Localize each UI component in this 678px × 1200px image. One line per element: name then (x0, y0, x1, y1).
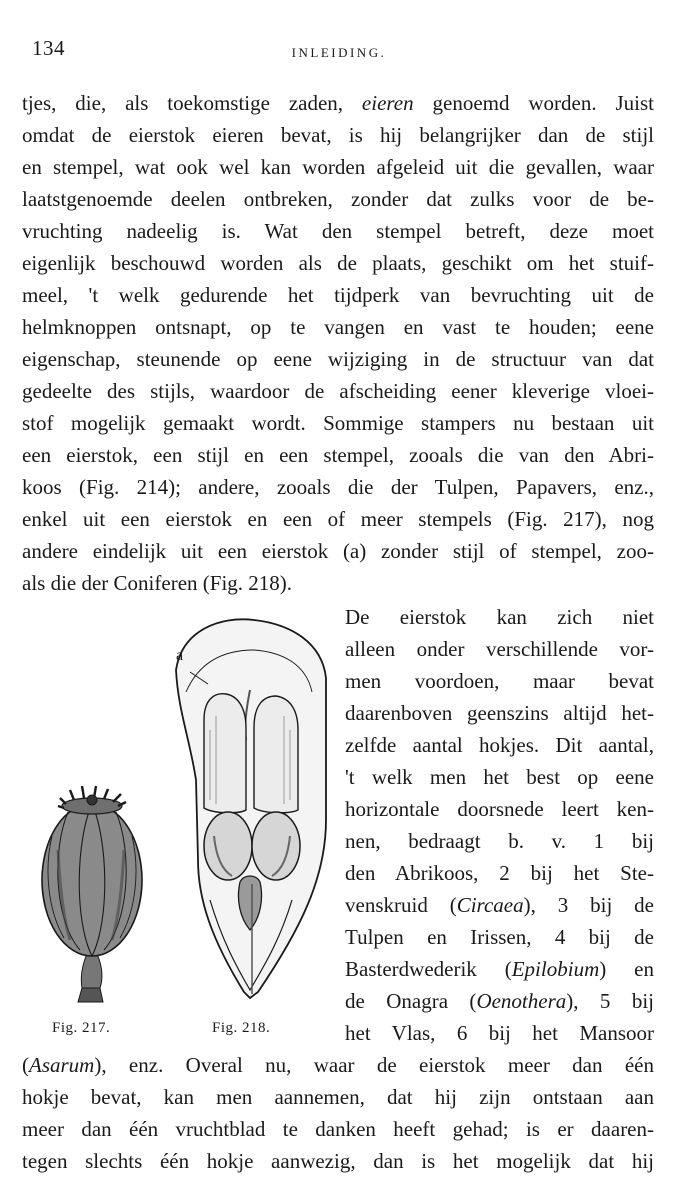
text-run: venskruid ( (345, 893, 457, 917)
text-line: De eierstok kan zich niet (345, 605, 654, 629)
text-line (22, 88, 654, 118)
page-number: 134 (32, 36, 65, 60)
text-run: ) en (599, 957, 654, 981)
text-line: een eierstok, een stijl en een stempel, zooals die van den Abri- (22, 443, 654, 467)
botanical-illustrations (0, 600, 345, 1040)
italic-term: Epilobium (511, 957, 600, 981)
text-line (345, 986, 654, 1016)
text-line: helmknoppen ontsnapt, op te vangen en vast te houden; eene (22, 315, 654, 339)
page-header (32, 36, 646, 66)
text-line: eigenschap, steunende op eene wijziging in de structuur van dat (22, 347, 654, 371)
text-line: men voordoen, maar bevat (345, 669, 654, 693)
text-line: 't welk men het best op eene (345, 765, 654, 789)
text-line: stof mogelijk gemaakt wordt. Sommige stampers nu bestaan uit (22, 411, 654, 435)
text-line: hokje bevat, kan men aannemen, dat hij zijn ontstaan aan (22, 1085, 654, 1109)
text-line: koos (Fig. 214); andere, zooals die der Tulpen, Papavers, enz., (22, 475, 654, 499)
text-line: nen, bedraagt b. v. 1 bij (345, 829, 654, 853)
figure-area (0, 600, 345, 1040)
italic-term: Oenothera (476, 989, 567, 1013)
text-run: ), 5 bij (566, 989, 654, 1013)
text-run: genoemd worden. Juist (413, 91, 654, 115)
text-line: meel, 't welk gedurende het tijdperk van bevruchting uit de (22, 283, 654, 307)
text-line: gedeelte des stijls, waardoor de afscheiding eener kleverige vloei- (22, 379, 654, 403)
conifer-scale-figure (176, 619, 326, 998)
figure-217-caption: Fig. 217. (52, 1020, 111, 1036)
text-line: alleen onder verschillende vor- (345, 637, 654, 661)
figure-label-a: a (176, 647, 184, 664)
running-head: INLEIDING. (291, 45, 387, 60)
text-run: de Onagra ( (345, 989, 477, 1013)
text-run: tjes, die, als toekomstige zaden, (22, 91, 362, 115)
text-line: het Vlas, 6 bij het Mansoor (345, 1021, 654, 1045)
text-line: daarenboven geenszins altijd het- (345, 701, 654, 725)
text-line (345, 954, 654, 984)
text-line: enkel uit een eierstok en een of meer stempels (Fig. 217), nog (22, 507, 654, 531)
text-line: omdat de eierstok eieren bevat, is hij belangrijker dan de stijl (22, 123, 654, 147)
text-line: zelfde aantal hokjes. Dit aantal, (345, 733, 654, 757)
text-line: eigenlijk beschouwd worden als de plaats, geschikt om het stuif- (22, 251, 654, 275)
text-line: tegen slechts één hokje aanwezig, dan is het mogelijk dat hij (22, 1149, 654, 1173)
poppy-capsule-figure (42, 786, 142, 1002)
text-line: horizontale doorsnede leert ken- (345, 797, 654, 821)
text-run: ), 3 bij de (523, 893, 654, 917)
text-run: Basterdwederik ( (345, 957, 512, 981)
text-line: en stempel, wat ook wel kan worden afgeleid uit die gevallen, waar (22, 155, 654, 179)
text-run: ), enz. Overal nu, waar de eierstok meer dan één (94, 1053, 654, 1077)
text-run: ( (22, 1053, 29, 1077)
text-line: meer dan één vruchtblad te danken heeft gehad; is er daaren- (22, 1117, 654, 1141)
italic-term: eieren (361, 91, 414, 115)
text-line: laatstgenoemde deelen ontbreken, zonder dat zulks voor de be- (22, 187, 654, 211)
text-line (345, 890, 654, 920)
text-line: den Abrikoos, 2 bij het Ste- (345, 861, 654, 885)
text-line: als die der Coniferen (Fig. 218). (22, 571, 293, 595)
italic-term: Asarum (29, 1053, 95, 1077)
italic-term: Circaea (456, 893, 524, 917)
text-line: Tulpen en Irissen, 4 bij de (345, 925, 654, 949)
text-line (22, 1050, 654, 1080)
text-line: andere eindelijk uit een eierstok (a) zonder stijl of stempel, zoo- (22, 539, 654, 563)
text-line: vruchting nadeelig is. Wat den stempel betreft, deze moet (22, 219, 654, 243)
figure-218-caption: Fig. 218. (212, 1020, 271, 1036)
